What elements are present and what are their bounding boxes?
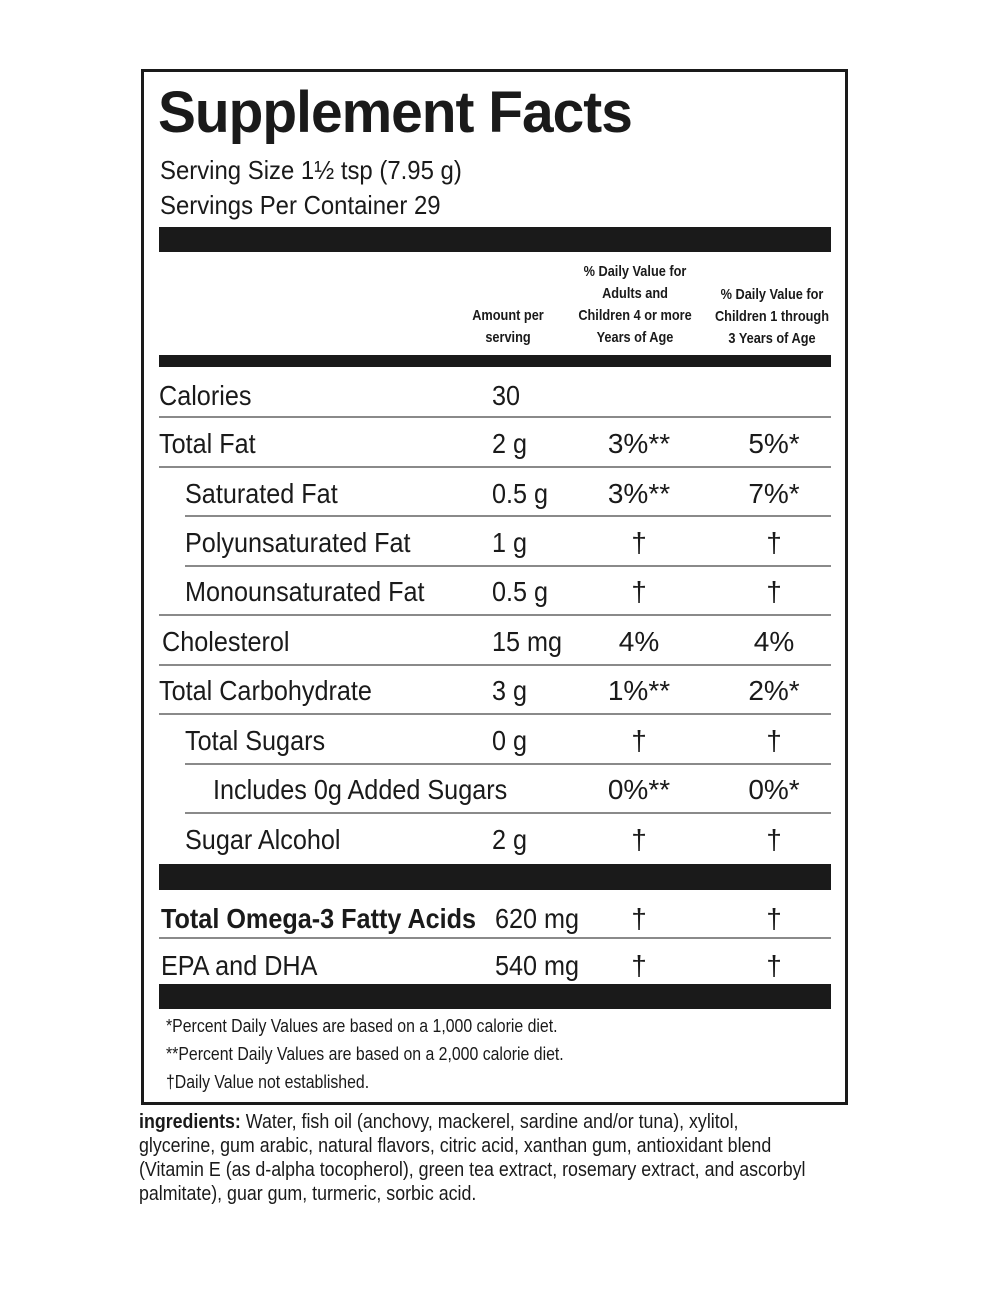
nutrient-name: Sugar Alcohol — [185, 824, 341, 855]
omega-name: EPA and DHA — [161, 950, 318, 981]
daily-value-adults: 3%** — [607, 478, 671, 509]
omega-amount: 620 mg — [495, 903, 580, 934]
daily-value-children: † — [766, 725, 782, 756]
daily-value-children: 7%* — [748, 478, 800, 509]
row-divider — [159, 937, 831, 939]
nutrient-name: Total Fat — [159, 428, 256, 459]
nutrient-row — [159, 468, 831, 517]
nutrient-name: Monounsaturated Fat — [185, 576, 425, 607]
row-divider — [159, 713, 831, 715]
thick-divider-top — [159, 227, 831, 252]
omega-row — [159, 940, 831, 989]
nutrient-row — [159, 370, 831, 419]
omega-name: Total Omega-3 Fatty Acids — [161, 903, 477, 934]
daily-value-children: † — [766, 950, 782, 981]
row-divider — [159, 664, 831, 666]
nutrient-name: Calories — [159, 380, 252, 411]
ingredients-label: ingredients: — [139, 1111, 241, 1133]
footnote-1000-calorie: *Percent Daily Values are based on a 1,000 calorie diet. — [166, 1016, 558, 1036]
nutrient-name: Total Sugars — [185, 725, 326, 756]
row-divider — [185, 565, 831, 567]
header-dv-children: % Daily Value for Children 1 through 3 Years of Age — [714, 286, 830, 347]
row-divider — [159, 416, 831, 418]
panel-title: Supplement Facts — [158, 80, 632, 145]
nutrient-amount: 0.5 g — [492, 576, 549, 607]
nutrient-amount: 2 g — [492, 428, 528, 459]
omega-row — [159, 893, 831, 942]
thick-divider-middle — [159, 864, 831, 890]
serving-size: Serving Size 1½ tsp (7.95 g) — [160, 155, 462, 185]
daily-value-adults: † — [631, 576, 647, 607]
daily-value-children: 0%* — [748, 774, 800, 805]
daily-value-children: † — [766, 903, 782, 934]
nutrient-amount: 0 g — [492, 725, 528, 756]
daily-value-adults: 1%** — [607, 675, 671, 706]
daily-value-children: 5%* — [748, 428, 800, 459]
daily-value-children: † — [766, 824, 782, 855]
row-divider — [159, 614, 831, 616]
daily-value-children: † — [766, 576, 782, 607]
footnote-2000-calorie: **Percent Daily Values are based on a 2,000 calorie diet. — [166, 1044, 564, 1064]
medium-divider — [159, 355, 831, 367]
nutrient-row — [159, 764, 831, 813]
row-divider — [185, 812, 831, 814]
row-divider — [159, 466, 831, 468]
nutrient-name: Cholesterol — [162, 626, 290, 657]
daily-value-adults: † — [631, 950, 647, 981]
nutrient-name: Polyunsaturated Fat — [185, 527, 411, 558]
nutrient-row — [159, 616, 831, 665]
servings-per-container: Servings Per Container 29 — [160, 190, 441, 220]
daily-value-adults: † — [631, 824, 647, 855]
footnote-dv-not-established: †Daily Value not established. — [166, 1072, 370, 1092]
nutrient-name: Includes 0g Added Sugars — [213, 774, 508, 805]
ingredients-statement — [139, 1110, 815, 1206]
daily-value-adults: † — [631, 903, 647, 934]
row-divider — [185, 515, 831, 517]
nutrient-amount: 30 — [492, 380, 521, 411]
nutrient-row — [159, 418, 831, 467]
nutrient-name: Saturated Fat — [185, 478, 338, 509]
nutrient-amount: 1 g — [492, 527, 528, 558]
daily-value-adults: 0%** — [607, 774, 671, 805]
nutrient-amount: 3 g — [492, 675, 528, 706]
daily-value-adults: 3%** — [607, 428, 671, 459]
nutrient-name: Total Carbohydrate — [159, 675, 372, 706]
daily-value-adults: † — [631, 527, 647, 558]
daily-value-adults: 4% — [618, 626, 660, 657]
thick-divider-bottom — [159, 984, 831, 1009]
daily-value-children: 4% — [753, 626, 795, 657]
omega-amount: 540 mg — [495, 950, 580, 981]
row-divider — [185, 763, 831, 765]
ingredients-text: Water, fish oil (anchovy, mackerel, sardine and/or tuna), xylitol, glycerine, gum arabic, natural flavors, citric acid, xanthan gum, antioxidant blend (Vitamin E (as d-alpha tocopherol), green tea extract, rosemary extract, and ascorbyl palmitate), guar gum, turmeric, sorbic acid. — [139, 1111, 806, 1205]
nutrient-amount: 0.5 g — [492, 478, 549, 509]
nutrient-row — [159, 814, 831, 863]
nutrient-amount: 15 mg — [492, 626, 563, 657]
daily-value-adults: † — [631, 725, 647, 756]
daily-value-children: 2%* — [748, 675, 800, 706]
nutrient-row — [159, 715, 831, 764]
nutrient-row — [159, 517, 831, 566]
daily-value-children: † — [766, 527, 782, 558]
header-amount-per-serving: Amount per serving — [472, 307, 544, 346]
nutrient-row — [159, 566, 831, 615]
nutrient-amount: 2 g — [492, 824, 528, 855]
nutrient-row — [159, 665, 831, 714]
header-dv-adults: % Daily Value for Adults and Children 4 or more Years of Age — [578, 263, 692, 346]
